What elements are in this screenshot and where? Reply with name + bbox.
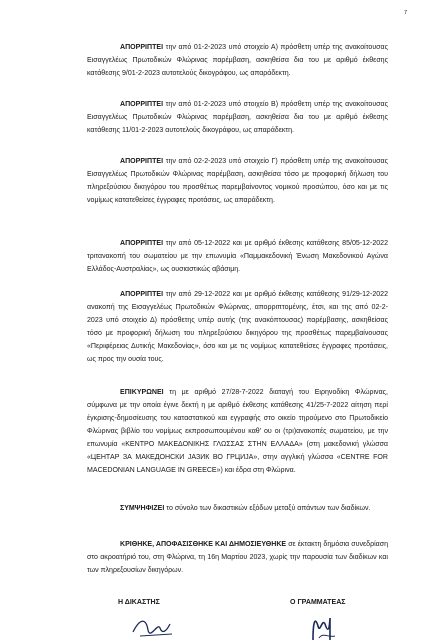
paragraph-7-text: το σύνολο των δικαστικών εξόδων μεταξύ απάντων των διαδίκων. <box>164 505 371 512</box>
paragraph-7-verb: ΣΥΜΨΗΦΙΖΕΙ <box>120 505 165 512</box>
paragraph-6 <box>87 386 388 477</box>
clerk-label: Ο ΓΡΑΜΜΑΤΕΑΣ <box>290 599 346 606</box>
paragraph-2-verb: ΑΠΟΡΡΙΠΤΕΙ <box>120 101 164 108</box>
paragraph-3 <box>87 155 388 207</box>
paragraph-1-verb: ΑΠΟΡΡΙΠΤΕΙ <box>120 44 164 51</box>
paragraph-3-verb: ΑΠΟΡΡΙΠΤΕΙ <box>120 158 164 165</box>
paragraph-8 <box>87 538 388 577</box>
paragraph-5 <box>87 288 388 366</box>
paragraph-4-text: την από 05-12-2022 και με αριθμό έκθεσης κατάθεσης 85/05-12-2022 τριτανακοπή του σωματείου με την επωνυμία «Παμμακεδονική Ένωση Μακεδονικού Αγώνα Ελλάδος-Αυστραλίας», ως ουσιαστικώς αβάσιμη. <box>87 240 388 273</box>
paragraph-2 <box>87 98 388 137</box>
paragraph-8-text: σε έκτακτη δημόσια συνεδρίαση στο ακροατήριό του, στη Φλώρινα, τη 16η Μαρτίου 2023, χωρίς την παρουσία των διαδίκων και των πληρεξουσίων δικηγόρων. <box>87 541 388 574</box>
paragraph-4-verb: ΑΠΟΡΡΙΠΤΕΙ <box>120 240 164 247</box>
paragraph-6-text: τη με αριθμό 27/28-7-2022 διαταγή του Ειρηνοδίκη Φλώρινας, σύμφωνα με την οποία έγινε δεκτή η με αριθμό έκθεσης κατάθεσης 41/25-7-2022 αίτηση περί έγκρισης-δημοσίευσης του καταστατικού και εγγραφής στο οικείο τηρούμενο στο Πρωτοδικείο Φλώρινας βιβλίο του νομίμως εκπροσωπουμένου καθ' ου οι (τρι)ανακοπές σωματείου, με την επωνυμία «ΚΕΝΤΡΟ ΜΑΚΕΔΟΝΙΚΗΣ ΓΛΩΣΣΑΣ ΣΤΗΝ ΕΛΛΑΔΑ» (στη μακεδονική γλώσσα «ЦЕНТАР ЗА МАКЕДОНСКИ ЈАЗИК ВО ГРЦИЈА», στην αγγλική γλώσσα «CENTRE FOR MACEDONIAN LANGUAGE IN GREECE») και έδρα στη Φλώρινα. <box>87 389 388 474</box>
paragraph-5-text: την από 29-12-2022 και με αριθμό έκθεσης κατάθεσης 91/29-12-2022 ανακοπή της Εισαγγελέως Πρωτοδικών Φλώρινας, απορριπτομένης, έτσι, και της από 02-2-2023 υπό στοιχείο Δ) πρόσθετης υπέρ αυτής (της ανακόπτουσας) παρέμβασης, ασκηθείσας τόσο με προφορική δήλωση του πληρεξούσιου δικηγόρου της προσθέτως παρεμβαίνουσας «Περιφέρειας Δυτικής Μακεδονίας», όσο και με τις νομίμως κατατεθείσες έγγραφες προτάσεις, ως προς την ουσία τους. <box>87 291 388 363</box>
paragraph-3-text: την από 02-2-2023 υπό στοιχείο Γ) πρόσθετη υπέρ της ανακοίτουσας Εισαγγελέως Πρωτοδικών Φλώρινας παρέμβαση, ασκηθείσα τόσο με προφορική δήλωση του πληρεξούσιου δικηγόρου του προσθέτως παρεμβαίνοντος νομικού προσώπου, όσο και με τις νομίμως κατατεθείσες έγγραφες προτάσεις, ως απαράδεκτη. <box>87 158 388 204</box>
paragraph-4 <box>87 237 388 276</box>
paragraph-8-verb: ΚΡΙΘΗΚΕ, ΑΠΟΦΑΣΙΣΘΗΚΕ ΚΑΙ ΔΗΜΟΣΙΕΥΘΗΚΕ <box>120 541 287 548</box>
judge-label: Η ΔΙΚΑΣΤΗΣ <box>118 599 160 606</box>
paragraph-1 <box>87 41 388 80</box>
paragraph-6-verb: ΕΠΙΚΥΡΩΝΕΙ <box>120 389 164 396</box>
page-number: 7 <box>404 10 408 16</box>
paragraph-2-text: την από 01-2-2023 υπό στοιχείο Β) πρόσθετη υπέρ της ανακοίτουσας Εισαγγελέως Πρωτοδικών Φλώρινας παρέμβαση, ασκηθείσα δια του με αριθμό έκθεσης κατάθεσης 11/01-2-2023 αυτοτελούς δικογράφου, ως απαράδεκτη. <box>87 101 388 134</box>
paragraph-7 <box>87 502 388 515</box>
paragraph-1-text: την από 01-2-2023 υπό στοιχείο Α) πρόσθετη υπέρ της ανακοίτουσας Εισαγγελέως Πρωτοδικών Φλώρινας παρέμβαση, ασκηθείσα δια του με αριθμό έκθεσης κατάθεσης 9/01-2-2023 αυτοτελούς δικογράφου, ως απαράδεκτη. <box>87 44 388 77</box>
clerk-signature <box>305 612 345 642</box>
paragraph-5-verb: ΑΠΟΡΡΙΠΤΕΙ <box>120 291 164 298</box>
judge-signature <box>130 612 180 642</box>
